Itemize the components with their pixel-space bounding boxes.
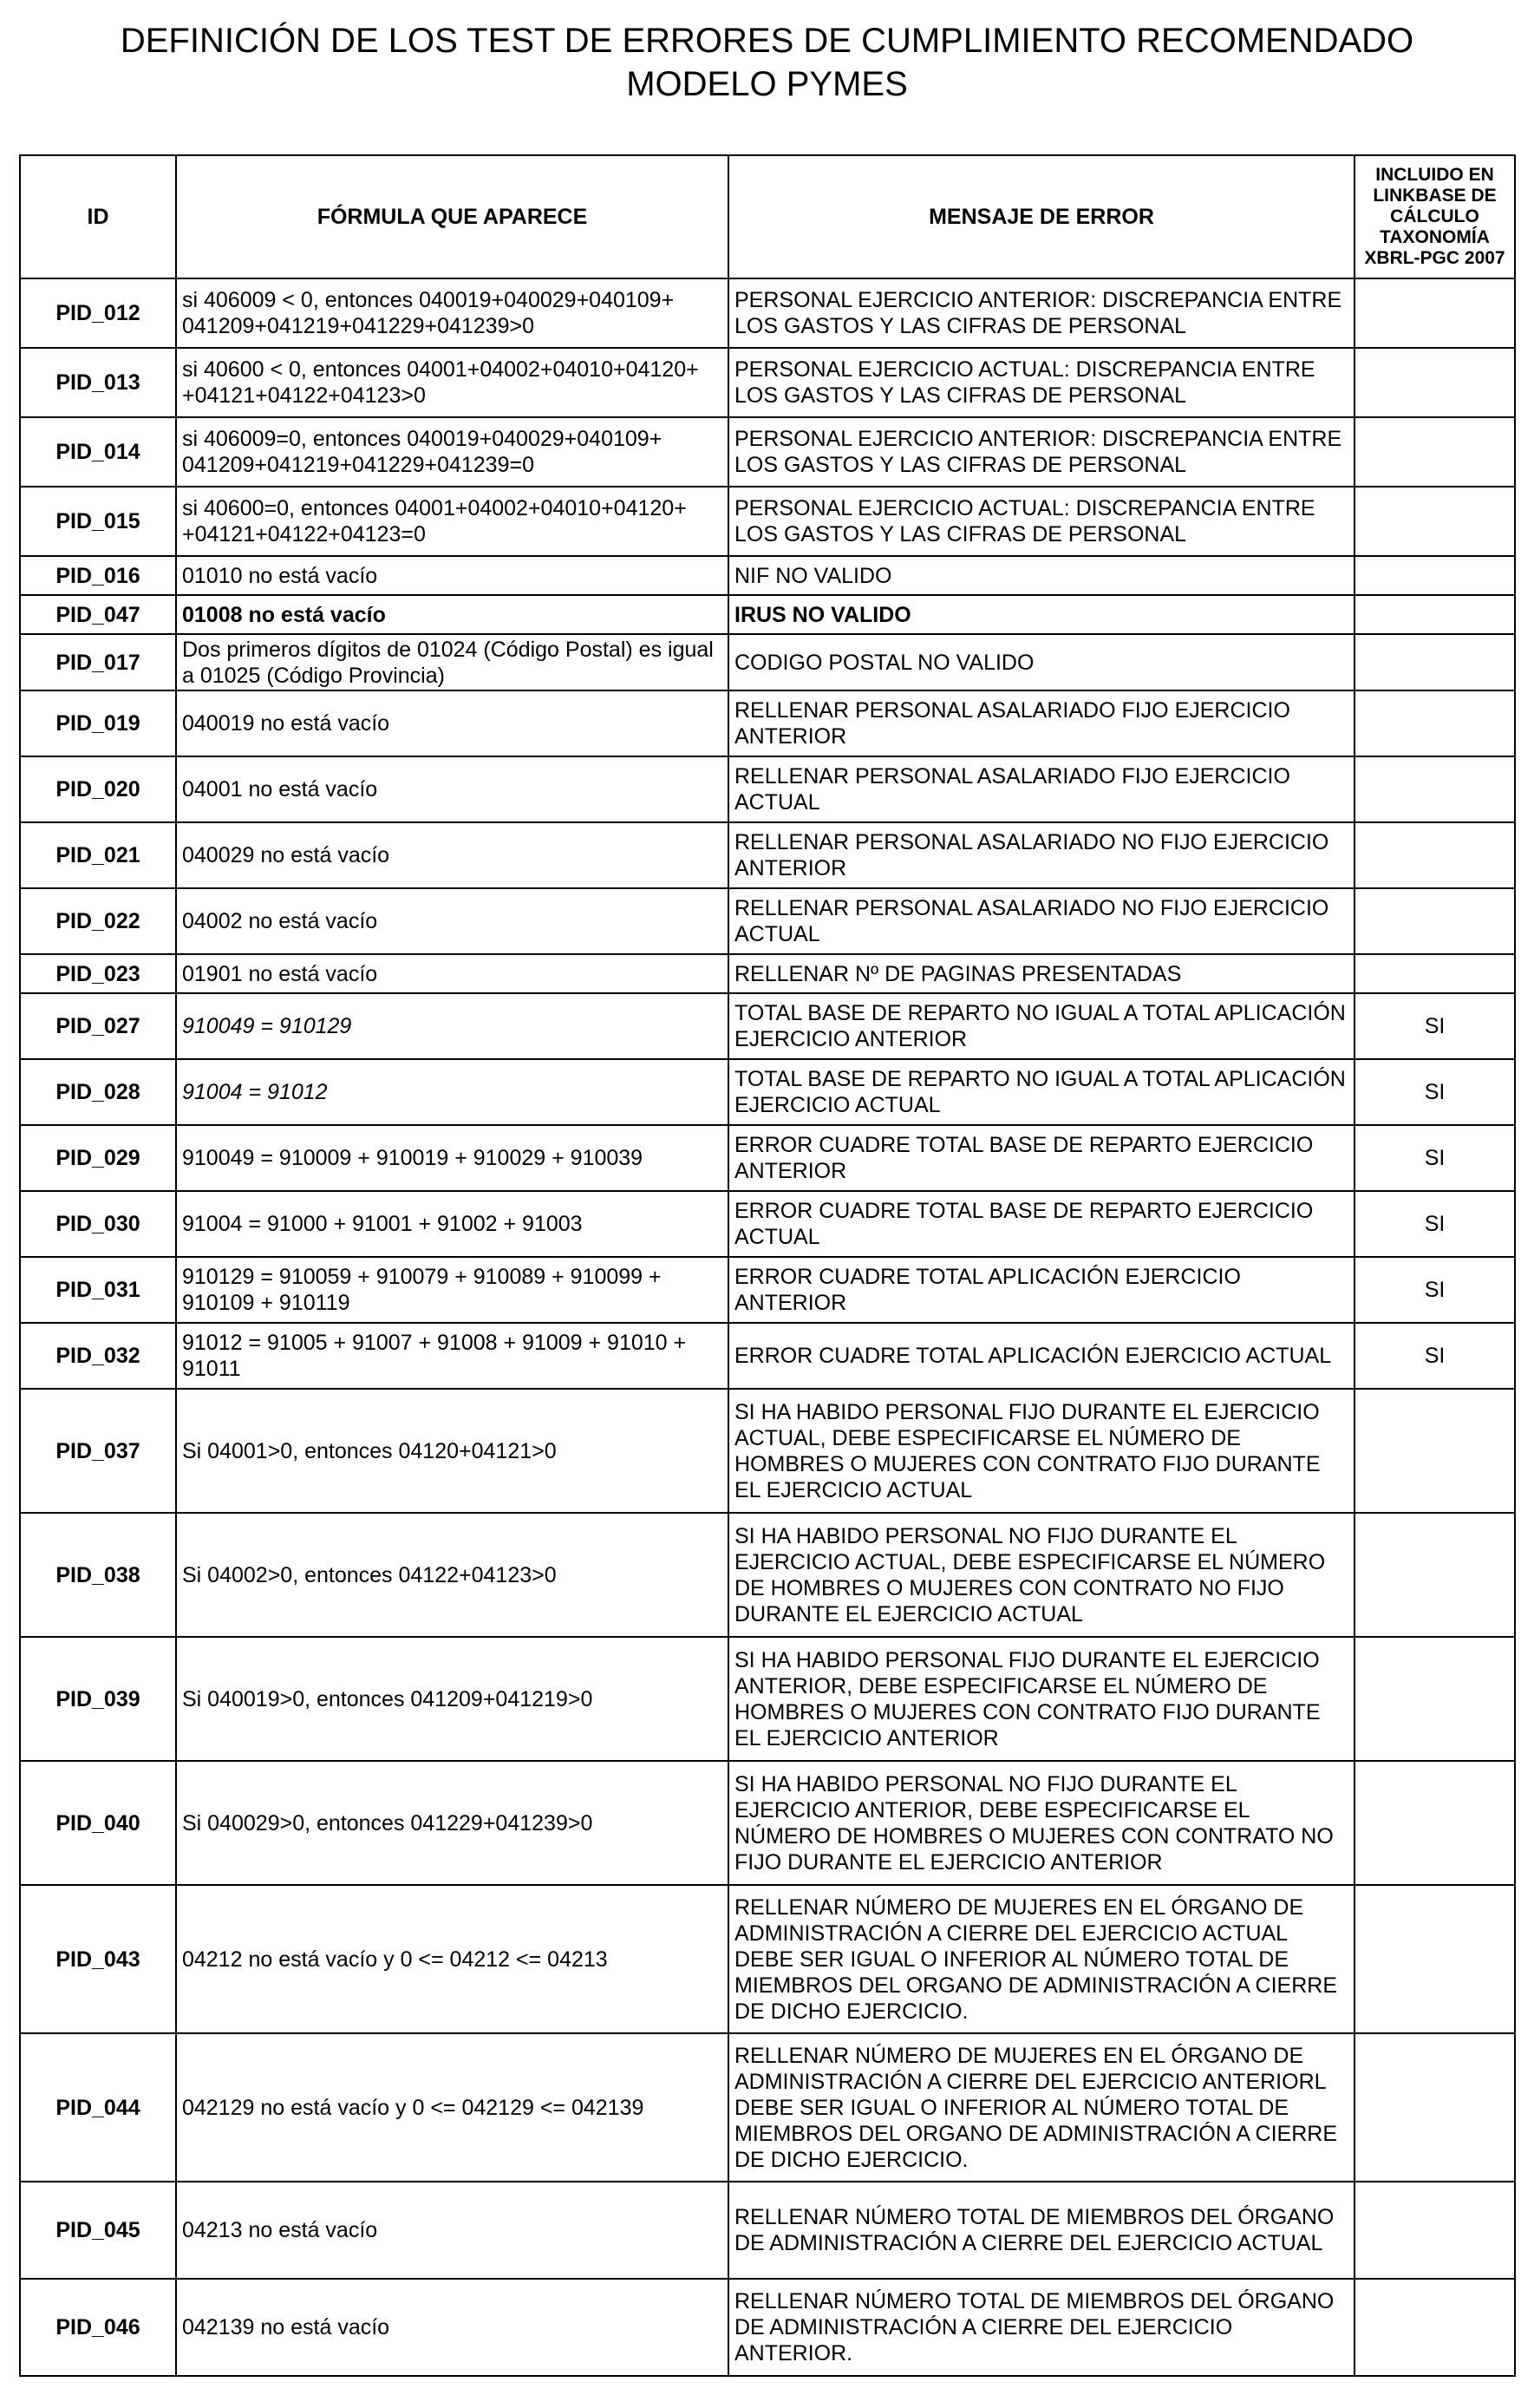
row-id: PID_043 <box>20 1885 176 2033</box>
table-row <box>20 1761 1515 1885</box>
table-row <box>20 417 1515 487</box>
table-row <box>20 756 1515 822</box>
row-message: IRUS NO VALIDO <box>728 595 1354 634</box>
row-formula: 040019 no está vacío <box>176 690 728 756</box>
row-formula: 910049 = 910129 <box>176 993 728 1059</box>
row-included <box>1354 690 1515 756</box>
table-row <box>20 1191 1515 1257</box>
table-row <box>20 1257 1515 1323</box>
row-included: SI <box>1354 1257 1515 1323</box>
row-included <box>1354 756 1515 822</box>
row-id: PID_022 <box>20 888 176 954</box>
table-row <box>20 2279 1515 2376</box>
row-id: PID_037 <box>20 1389 176 1513</box>
row-message: PERSONAL EJERCICIO ACTUAL: DISCREPANCIA ENTRE LOS GASTOS Y LAS CIFRAS DE PERSONAL <box>728 487 1354 556</box>
table-row <box>20 888 1515 954</box>
row-included: SI <box>1354 1191 1515 1257</box>
row-included <box>1354 1761 1515 1885</box>
row-formula: 04212 no está vacío y 0 <= 04212 <= 04213 <box>176 1885 728 2033</box>
row-message: CODIGO POSTAL NO VALIDO <box>728 634 1354 690</box>
row-formula: si 406009=0, entonces 040019+040029+040109+ 041209+041219+041229+041239=0 <box>176 417 728 487</box>
row-id: PID_016 <box>20 556 176 595</box>
row-formula: 91012 = 91005 + 91007 + 91008 + 91009 + 91010 + 91011 <box>176 1323 728 1389</box>
row-included <box>1354 822 1515 888</box>
row-formula: 91004 = 91000 + 91001 + 91002 + 91003 <box>176 1191 728 1257</box>
title-line-2: MODELO PYMES <box>626 65 908 103</box>
table-row <box>20 954 1515 993</box>
row-message: RELLENAR PERSONAL ASALARIADO NO FIJO EJERCICIO ANTERIOR <box>728 822 1354 888</box>
table-row <box>20 487 1515 556</box>
table-header-row <box>20 155 1515 278</box>
row-formula: Si 040029>0, entonces 041229+041239>0 <box>176 1761 728 1885</box>
table-row <box>20 348 1515 417</box>
row-included: SI <box>1354 1323 1515 1389</box>
row-formula: 91004 = 91012 <box>176 1059 728 1125</box>
row-message: RELLENAR NÚMERO DE MUJERES EN EL ÓRGANO DE ADMINISTRACIÓN A CIERRE DEL EJERCICIO ANTERIORL DEBE SER IGUAL O INFERIOR AL NÚMERO TOTAL DE MIEMBROS DEL ORGANO DE ADMINISTRACIÓN A CIERRE DE DICHO EJERCICIO. <box>728 2033 1354 2182</box>
table-row <box>20 2182 1515 2279</box>
row-included <box>1354 2279 1515 2376</box>
row-message: PERSONAL EJERCICIO ANTERIOR: DISCREPANCIA ENTRE LOS GASTOS Y LAS CIFRAS DE PERSONAL <box>728 417 1354 487</box>
table-row <box>20 1885 1515 2033</box>
table-row <box>20 1059 1515 1125</box>
row-formula: Si 040019>0, entonces 041209+041219>0 <box>176 1637 728 1761</box>
row-id: PID_021 <box>20 822 176 888</box>
row-included <box>1354 348 1515 417</box>
table-row <box>20 1389 1515 1513</box>
row-message: ERROR CUADRE TOTAL BASE DE REPARTO EJERCICIO ACTUAL <box>728 1191 1354 1257</box>
table-row <box>20 1125 1515 1191</box>
table-row <box>20 1323 1515 1389</box>
row-message: ERROR CUADRE TOTAL APLICACIÓN EJERCICIO ACTUAL <box>728 1323 1354 1389</box>
row-id: PID_046 <box>20 2279 176 2376</box>
row-id: PID_013 <box>20 348 176 417</box>
row-included <box>1354 417 1515 487</box>
row-included <box>1354 556 1515 595</box>
header-included: INCLUIDO EN LINKBASE DE CÁLCULO TAXONOMÍA XBRL-PGC 2007 <box>1354 155 1515 278</box>
row-message: SI HA HABIDO PERSONAL FIJO DURANTE EL EJERCICIO ANTERIOR, DEBE ESPECIFICARSE EL NÚMERO DE HOMBRES O MUJERES CON CONTRATO FIJO DURANTE EL EJERCICIO ANTERIOR <box>728 1637 1354 1761</box>
row-formula: 01010 no está vacío <box>176 556 728 595</box>
row-id: PID_020 <box>20 756 176 822</box>
row-id: PID_038 <box>20 1513 176 1637</box>
row-formula: 910129 = 910059 + 910079 + 910089 + 910099 + 910109 + 910119 <box>176 1257 728 1323</box>
row-message: SI HA HABIDO PERSONAL NO FIJO DURANTE EL EJERCICIO ACTUAL, DEBE ESPECIFICARSE EL NÚMERO DE HOMBRES O MUJERES CON CONTRATO NO FIJO DURANTE EL EJERCICIO ACTUAL <box>728 1513 1354 1637</box>
row-id: PID_031 <box>20 1257 176 1323</box>
row-formula: si 40600=0, entonces 04001+04002+04010+04120+ +04121+04122+04123=0 <box>176 487 728 556</box>
table-row <box>20 993 1515 1059</box>
header-id: ID <box>20 155 176 278</box>
row-included: SI <box>1354 993 1515 1059</box>
row-id: PID_014 <box>20 417 176 487</box>
row-formula: 04213 no está vacío <box>176 2182 728 2279</box>
row-id: PID_028 <box>20 1059 176 1125</box>
row-formula: Dos primeros dígitos de 01024 (Código Postal) es igual a 01025 (Código Provincia) <box>176 634 728 690</box>
row-id: PID_012 <box>20 278 176 348</box>
row-message: SI HA HABIDO PERSONAL FIJO DURANTE EL EJERCICIO ACTUAL, DEBE ESPECIFICARSE EL NÚMERO DE HOMBRES O MUJERES CON CONTRATO FIJO DURANTE EL EJERCICIO ACTUAL <box>728 1389 1354 1513</box>
row-included <box>1354 1513 1515 1637</box>
table-row <box>20 595 1515 634</box>
row-included <box>1354 595 1515 634</box>
row-id: PID_017 <box>20 634 176 690</box>
row-included <box>1354 278 1515 348</box>
header-message: MENSAJE DE ERROR <box>728 155 1354 278</box>
row-id: PID_045 <box>20 2182 176 2279</box>
row-formula: 01008 no está vacío <box>176 595 728 634</box>
row-included <box>1354 2033 1515 2182</box>
header-formula: FÓRMULA QUE APARECE <box>176 155 728 278</box>
row-id: PID_029 <box>20 1125 176 1191</box>
row-included <box>1354 487 1515 556</box>
row-formula: 910049 = 910009 + 910019 + 910029 + 910039 <box>176 1125 728 1191</box>
row-included: SI <box>1354 1059 1515 1125</box>
row-formula: 040029 no está vacío <box>176 822 728 888</box>
row-message: ERROR CUADRE TOTAL BASE DE REPARTO EJERCICIO ANTERIOR <box>728 1125 1354 1191</box>
row-message: RELLENAR PERSONAL ASALARIADO FIJO EJERCICIO ANTERIOR <box>728 690 1354 756</box>
row-message: PERSONAL EJERCICIO ANTERIOR: DISCREPANCIA ENTRE LOS GASTOS Y LAS CIFRAS DE PERSONAL <box>728 278 1354 348</box>
title-line-1: DEFINICIÓN DE LOS TEST DE ERRORES DE CUMPLIMIENTO RECOMENDADO <box>120 22 1414 60</box>
row-message: ERROR CUADRE TOTAL APLICACIÓN EJERCICIO ANTERIOR <box>728 1257 1354 1323</box>
row-formula: si 406009 < 0, entonces 040019+040029+040109+ 041209+041219+041229+041239>0 <box>176 278 728 348</box>
row-formula: 04001 no está vacío <box>176 756 728 822</box>
table-row <box>20 1513 1515 1637</box>
row-message: RELLENAR NÚMERO TOTAL DE MIEMBROS DEL ÓRGANO DE ADMINISTRACIÓN A CIERRE DEL EJERCICIO ANTERIOR. <box>728 2279 1354 2376</box>
table-row <box>20 2033 1515 2182</box>
row-formula: 042139 no está vacío <box>176 2279 728 2376</box>
row-formula: Si 04001>0, entonces 04120+04121>0 <box>176 1389 728 1513</box>
row-id: PID_023 <box>20 954 176 993</box>
row-included <box>1354 634 1515 690</box>
row-included <box>1354 2182 1515 2279</box>
table-row <box>20 634 1515 690</box>
table-row <box>20 278 1515 348</box>
row-id: PID_030 <box>20 1191 176 1257</box>
table-row <box>20 690 1515 756</box>
row-id: PID_027 <box>20 993 176 1059</box>
row-id: PID_015 <box>20 487 176 556</box>
row-message: TOTAL BASE DE REPARTO NO IGUAL A TOTAL APLICACIÓN EJERCICIO ACTUAL <box>728 1059 1354 1125</box>
row-message: RELLENAR PERSONAL ASALARIADO NO FIJO EJERCICIO ACTUAL <box>728 888 1354 954</box>
row-id: PID_032 <box>20 1323 176 1389</box>
row-message: RELLENAR NÚMERO TOTAL DE MIEMBROS DEL ÓRGANO DE ADMINISTRACIÓN A CIERRE DEL EJERCICIO ACTUAL <box>728 2182 1354 2279</box>
row-message: TOTAL BASE DE REPARTO NO IGUAL A TOTAL APLICACIÓN EJERCICIO ANTERIOR <box>728 993 1354 1059</box>
document-title <box>0 19 1534 106</box>
row-formula: 042129 no está vacío y 0 <= 042129 <= 042139 <box>176 2033 728 2182</box>
row-included <box>1354 954 1515 993</box>
row-message: SI HA HABIDO PERSONAL NO FIJO DURANTE EL EJERCICIO ANTERIOR, DEBE ESPECIFICARSE EL NÚMERO DE HOMBRES O MUJERES CON CONTRATO NO FIJO DURANTE EL EJERCICIO ANTERIOR <box>728 1761 1354 1885</box>
row-included <box>1354 1389 1515 1513</box>
row-message: RELLENAR NÚMERO DE MUJERES EN EL ÓRGANO DE ADMINISTRACIÓN A CIERRE DEL EJERCICIO ACTUAL DEBE SER IGUAL O INFERIOR AL NÚMERO TOTAL DE MIEMBROS DEL ORGANO DE ADMINISTRACIÓN A CIERRE DE DICHO EJERCICIO. <box>728 1885 1354 2033</box>
row-message: RELLENAR Nº DE PAGINAS PRESENTADAS <box>728 954 1354 993</box>
row-id: PID_047 <box>20 595 176 634</box>
row-formula: si 40600 < 0, entonces 04001+04002+04010+04120+ +04121+04122+04123>0 <box>176 348 728 417</box>
row-message: RELLENAR PERSONAL ASALARIADO FIJO EJERCICIO ACTUAL <box>728 756 1354 822</box>
row-formula: Si 04002>0, entonces 04122+04123>0 <box>176 1513 728 1637</box>
row-included <box>1354 888 1515 954</box>
row-formula: 01901 no está vacío <box>176 954 728 993</box>
table-row <box>20 1637 1515 1761</box>
row-id: PID_040 <box>20 1761 176 1885</box>
row-id: PID_019 <box>20 690 176 756</box>
row-message: NIF NO VALIDO <box>728 556 1354 595</box>
row-id: PID_044 <box>20 2033 176 2182</box>
row-included <box>1354 1637 1515 1761</box>
row-included: SI <box>1354 1125 1515 1191</box>
row-included <box>1354 1885 1515 2033</box>
table-row <box>20 822 1515 888</box>
row-message: PERSONAL EJERCICIO ACTUAL: DISCREPANCIA ENTRE LOS GASTOS Y LAS CIFRAS DE PERSONAL <box>728 348 1354 417</box>
row-id: PID_039 <box>20 1637 176 1761</box>
table-row <box>20 556 1515 595</box>
row-formula: 04002 no está vacío <box>176 888 728 954</box>
error-tests-table <box>19 154 1516 2377</box>
